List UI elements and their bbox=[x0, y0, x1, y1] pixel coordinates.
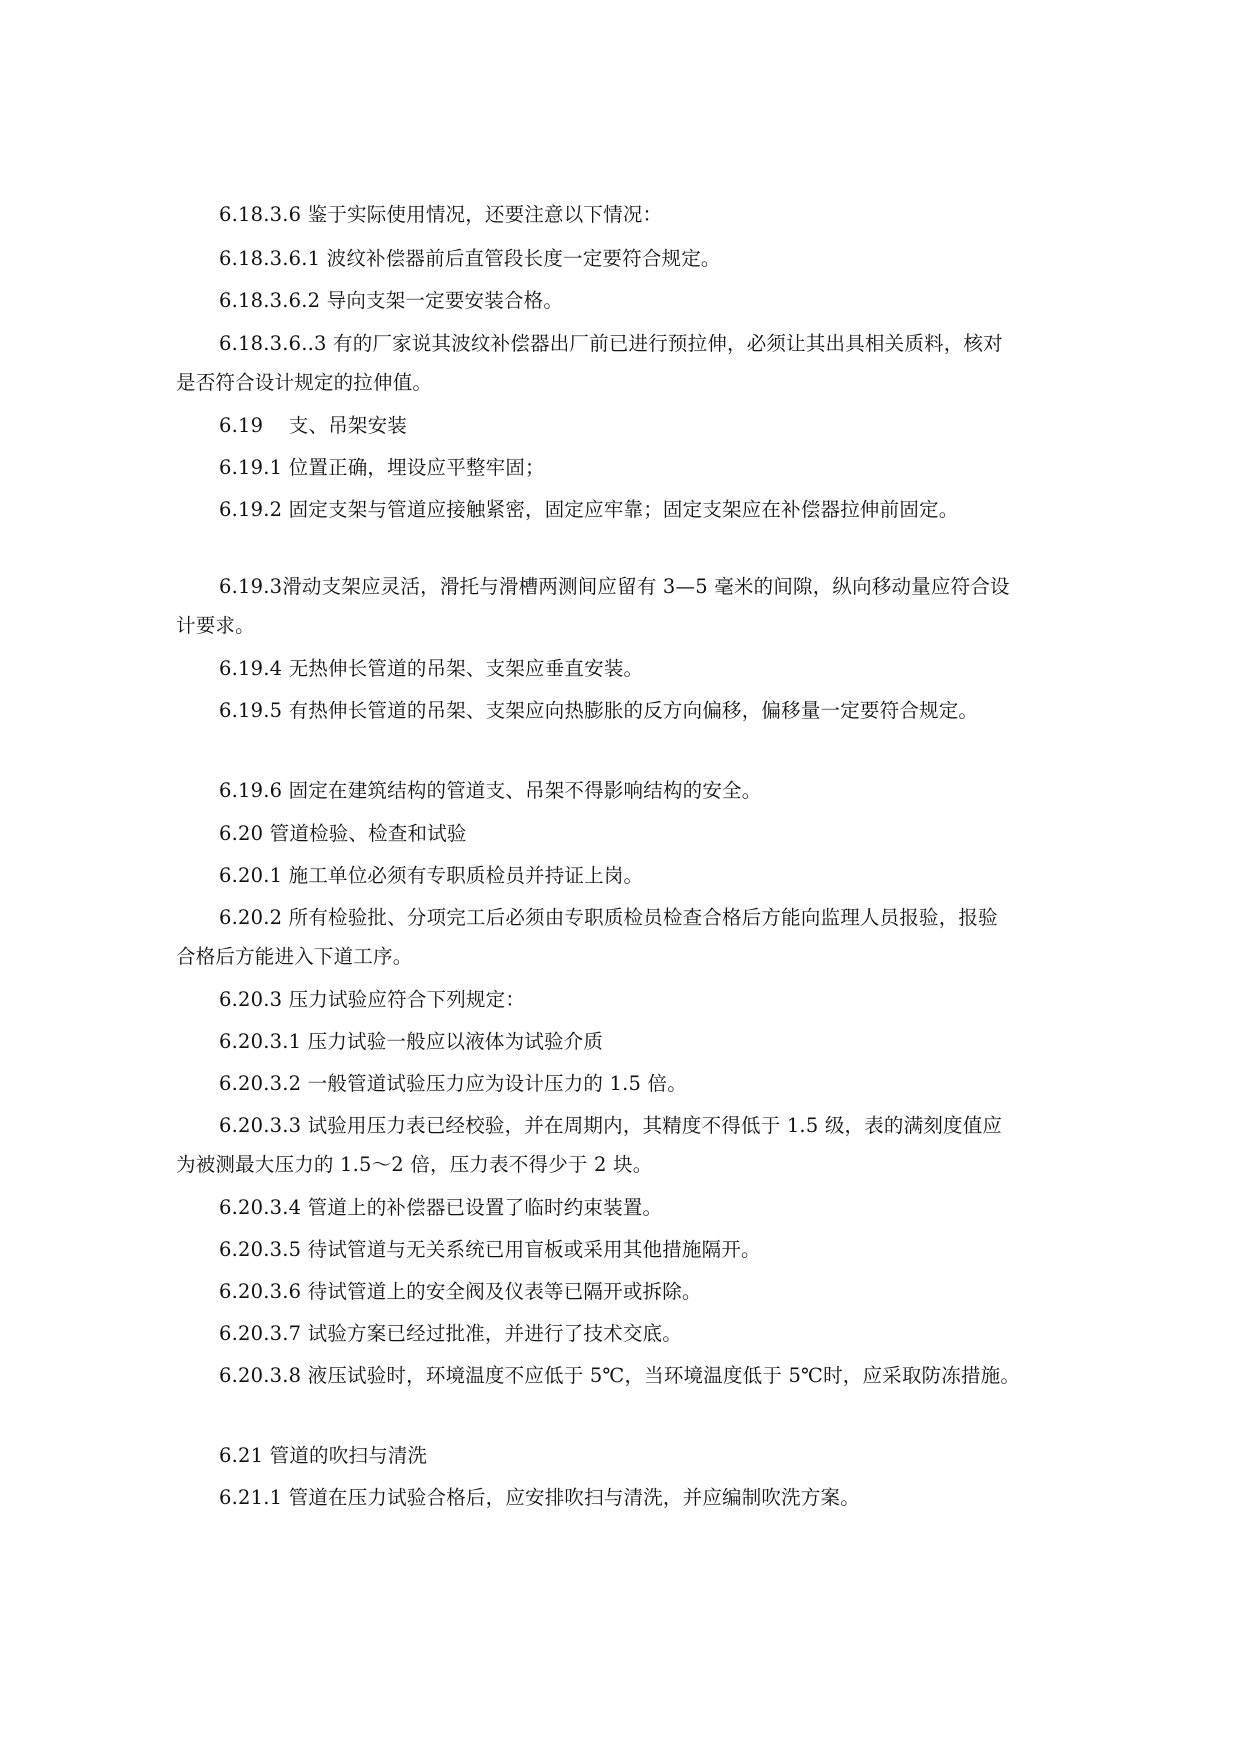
text-line: 6.20.3 压力试验应符合下列规定： bbox=[219, 988, 526, 1011]
text-line: 为被测最大压力的 1.5～2 倍，压力表不得少于 2 块。 bbox=[176, 1152, 653, 1176]
paragraph bbox=[0, 1023, 1241, 1062]
text-line: 6.18.3.6.2 导向支架一定要安装合格。 bbox=[219, 289, 564, 312]
text-line: 6.19.1 位置正确，埋设应平整牢固； bbox=[219, 456, 545, 479]
paragraph bbox=[0, 1107, 1241, 1184]
paragraph bbox=[0, 491, 1241, 530]
text-line: 6.20.1 施工单位必须有专职质检员并持证上岗。 bbox=[219, 864, 644, 887]
text-line: 6.20.2 所有检验批、分项完工后必须由专职质检员检查合格后方能向监理人员报验，报验 bbox=[219, 906, 998, 929]
text-line: 6.20.3.8 液压试验时，环境温度不应低于 5℃，当环境温度低于 5℃时，应采取防冻措施。 bbox=[219, 1364, 1021, 1387]
text-line: 计要求。 bbox=[176, 613, 255, 637]
paragraph bbox=[0, 196, 1241, 235]
paragraph bbox=[0, 899, 1241, 976]
text-line: 合格后方能进入下道工序。 bbox=[176, 944, 413, 968]
paragraph bbox=[0, 1189, 1241, 1228]
paragraph bbox=[0, 1479, 1241, 1518]
section-heading: 6.20 管道检验、检查和试验 bbox=[219, 822, 467, 845]
section-heading: 6.21 管道的吹扫与清洗 bbox=[219, 1444, 428, 1467]
text-line: 6.20.3.5 待试管道与无关系统已用盲板或采用其他措施隔开。 bbox=[219, 1238, 761, 1261]
text-line: 6.20.3.7 试验方案已经过批准，并进行了技术交底。 bbox=[219, 1322, 682, 1345]
text-line: 6.19.5 有热伸长管道的吊架、支架应向热膨胀的反方向偏移，偏移量一定要符合规定。 bbox=[219, 699, 979, 722]
paragraph bbox=[0, 568, 1241, 645]
text-line: 6.20.3.1 压力试验一般应以液体为试验介质 bbox=[219, 1030, 604, 1053]
text-line: 6.20.3.3 试验用压力表已经校验，并在周期内，其精度不得低于 1.5 级，表的满刻度值应 bbox=[219, 1114, 1003, 1137]
paragraph bbox=[0, 772, 1241, 811]
text-line: 6.19.4 无热伸长管道的吊架、支架应垂直安装。 bbox=[219, 657, 644, 680]
paragraph bbox=[0, 407, 1241, 446]
text-line: 6.20.3.2 一般管道试验压力应为设计压力的 1.5 倍。 bbox=[219, 1072, 687, 1095]
paragraph bbox=[0, 1357, 1241, 1396]
text-line: 6.18.3.6.1 波纹补偿器前后直管段长度一定要符合规定。 bbox=[219, 247, 721, 270]
paragraph bbox=[0, 325, 1241, 402]
text-line: 6.18.3.6..3 有的厂家说其波纹补偿器出厂前已进行预拉伸，必须让其出具相关质料，核对 bbox=[219, 332, 1003, 355]
text-line: 6.20.3.4 管道上的补偿器已设置了临时约束装置。 bbox=[219, 1196, 663, 1219]
paragraph bbox=[0, 1273, 1241, 1312]
section-heading: 6.19 支、吊架安装 bbox=[219, 414, 408, 437]
text-line: 6.18.3.6 鉴于实际使用情况，还要注意以下情况： bbox=[219, 203, 663, 226]
paragraph bbox=[0, 240, 1241, 279]
paragraph bbox=[0, 1065, 1241, 1104]
text-line: 6.19.3滑动支架应灵活，滑托与滑槽两测间应留有 3—5 毫米的间隙，纵向移动量应符合设 bbox=[219, 575, 1010, 598]
paragraph bbox=[0, 1437, 1241, 1476]
paragraph bbox=[0, 857, 1241, 896]
paragraph bbox=[0, 449, 1241, 488]
paragraph bbox=[0, 650, 1241, 689]
text-line: 是否符合设计规定的拉伸值。 bbox=[176, 370, 433, 394]
text-line: 6.20.3.6 待试管道上的安全阀及仪表等已隔开或拆除。 bbox=[219, 1280, 702, 1303]
text-line: 6.21.1 管道在压力试验合格后，应安排吹扫与清洗，并应编制吹洗方案。 bbox=[219, 1486, 860, 1509]
paragraph bbox=[0, 981, 1241, 1020]
text-line: 6.19.6 固定在建筑结构的管道支、吊架不得影响结构的安全。 bbox=[219, 779, 762, 802]
paragraph bbox=[0, 815, 1241, 854]
text-line: 6.19.2 固定支架与管道应接触紧密，固定应牢靠；固定支架应在补偿器拉伸前固定。 bbox=[219, 498, 959, 521]
paragraph bbox=[0, 1231, 1241, 1270]
paragraph bbox=[0, 1315, 1241, 1354]
paragraph bbox=[0, 282, 1241, 321]
paragraph bbox=[0, 692, 1241, 731]
